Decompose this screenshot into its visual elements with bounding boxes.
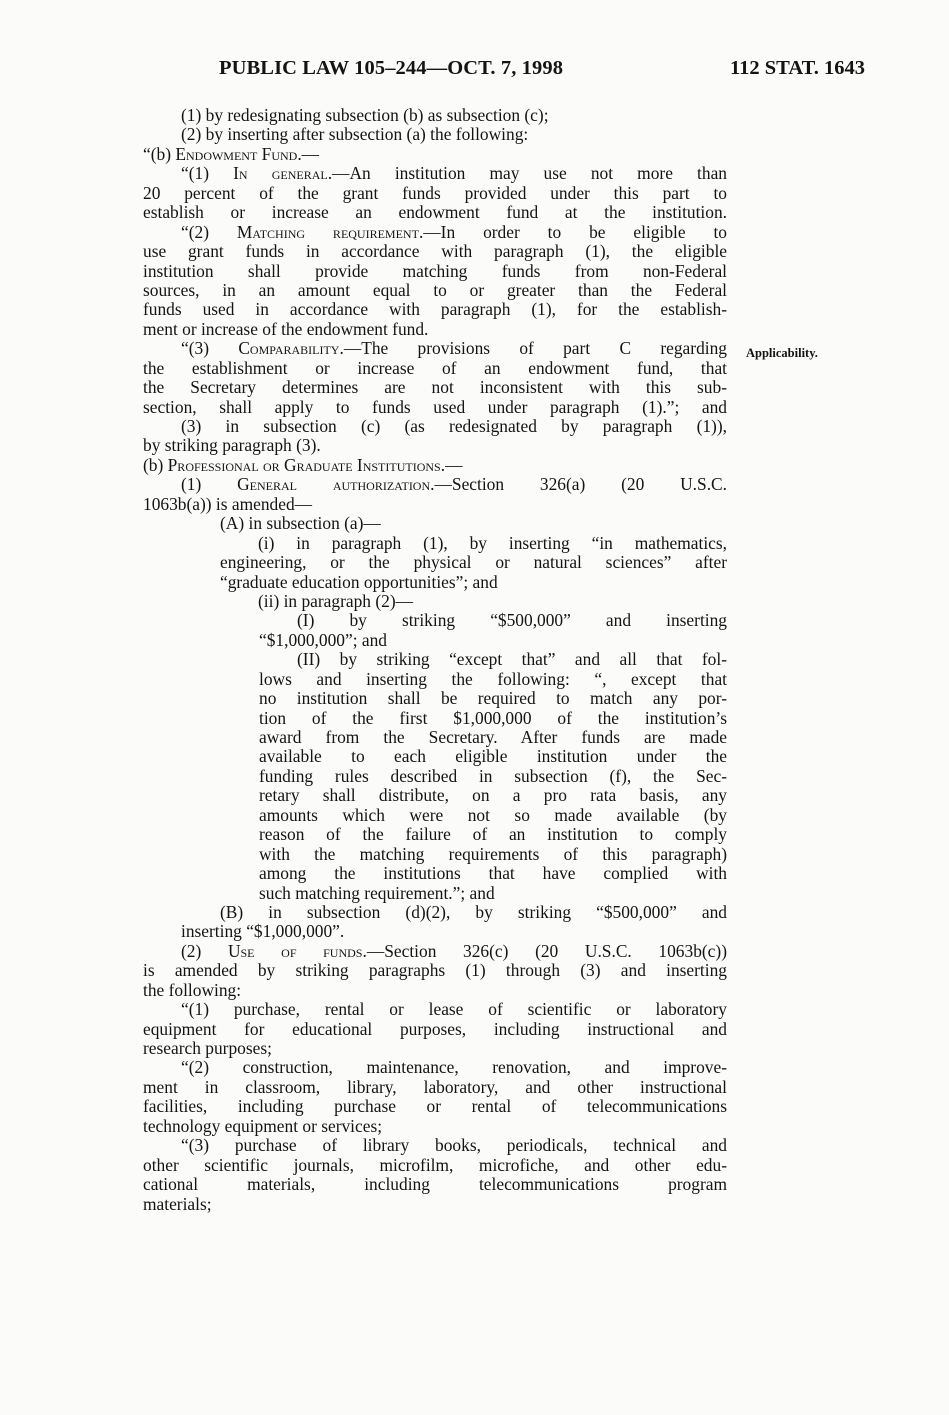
line-text: materials; (143, 1193, 212, 1214)
text-line (143, 164, 727, 183)
line-text-continued: .—Section 326(a) (20 U.S.C. (430, 474, 727, 495)
text-line (259, 650, 727, 669)
line-text: facilities, including purchase or rental of telecommunications (143, 1096, 727, 1117)
text-line (143, 456, 727, 475)
line-text: (2) (181, 940, 228, 961)
line-text-continued: .—The provisions of part C regarding (339, 338, 727, 359)
line-text: (2) by inserting after subsection (a) the following: (181, 124, 529, 145)
line-text: funding rules described in subsection (f), the Sec- (259, 765, 727, 786)
text-line (259, 767, 727, 786)
text-line (143, 981, 727, 1000)
line-text: inserting “$1,000,000”. (181, 921, 345, 942)
text-line (143, 145, 727, 164)
text-line (143, 903, 727, 922)
text-line (259, 728, 727, 747)
line-text: establish or increase an endowment fund at the institution. (143, 202, 727, 223)
line-text: funds used in accordance with paragraph (1), for the establish- (143, 299, 727, 320)
text-line (143, 378, 727, 397)
text-line (259, 825, 727, 844)
text-line (259, 631, 727, 650)
line-text: (ii) in paragraph (2)— (258, 590, 414, 611)
text-line (143, 223, 727, 242)
line-text: tion of the first $1,000,000 of the institution’s (259, 707, 727, 728)
line-text: no institution shall be required to match any por- (259, 688, 727, 709)
text-line (220, 553, 727, 572)
text-line (143, 320, 727, 339)
heading-small-caps: Use of funds (227, 940, 363, 961)
text-line (143, 1136, 727, 1155)
text-line (143, 1039, 727, 1058)
line-text: (b) (143, 454, 168, 475)
statute-body-text (143, 106, 727, 1214)
line-text: equipment for educational purposes, including instructional and (143, 1018, 727, 1039)
line-text: the following: (143, 979, 242, 1000)
line-text: “$1,000,000”; and (259, 629, 387, 650)
line-text-continued: .— (440, 454, 463, 475)
line-text: (3) in subsection (c) (as redesignated by paragraph (1)), (181, 416, 727, 436)
heading-small-caps: Comparability (238, 338, 340, 359)
line-text: institution shall provide matching funds from non-Federal (143, 260, 727, 281)
line-text: “(3) (181, 338, 239, 359)
text-line (143, 1097, 727, 1116)
line-text: section, shall apply to funds used under paragraph (1).”; and (143, 396, 727, 417)
text-line (143, 203, 727, 222)
line-text: ment or increase of the endowment fund. (143, 318, 429, 339)
line-text: with the matching requirements of this paragraph) (259, 843, 727, 864)
running-header-page-number: 112 STAT. 1643 (730, 57, 865, 79)
heading-small-caps: In general (233, 163, 328, 184)
text-line (143, 942, 727, 961)
line-text: technology equipment or services; (143, 1115, 383, 1136)
heading-small-caps: Endowment Fund (175, 143, 298, 164)
text-line (143, 359, 727, 378)
line-text: sources, in an amount equal to or greater than the Federal (143, 279, 727, 300)
line-text: among the institutions that have complied with (259, 863, 727, 884)
text-line (259, 845, 727, 864)
text-line (143, 1117, 727, 1136)
text-line (143, 184, 727, 203)
text-line (143, 475, 727, 494)
line-text: the establishment or increase of an endowment fund, that (143, 357, 727, 378)
text-line (143, 961, 727, 980)
text-line (220, 534, 727, 553)
line-text: reason of the failure of an institution to comply (259, 824, 727, 845)
line-text: available to each eligible institution under the (259, 746, 727, 767)
margin-note-applicability: Applicability. (746, 346, 818, 360)
line-text-continued: .— (297, 143, 320, 164)
heading-small-caps: Professional or Graduate Institutions (167, 454, 441, 475)
line-text: (1) (181, 474, 238, 495)
text-line (143, 1195, 727, 1214)
text-line (143, 417, 727, 436)
heading-small-caps: Matching requirement (236, 221, 419, 242)
text-line (143, 1058, 727, 1077)
running-header-title: PUBLIC LAW 105–244—OCT. 7, 1998 (219, 57, 564, 79)
line-text: by striking paragraph (3). (143, 435, 321, 456)
line-text: ment in classroom, library, laboratory, and other instructional (143, 1076, 727, 1097)
text-line (143, 1020, 727, 1039)
line-text-continued: .—Section 326(c) (20 U.S.C. 1063b(c)) (362, 940, 727, 961)
text-line (143, 1000, 727, 1019)
line-text: (i) in paragraph (1), by inserting “in mathematics, (258, 532, 727, 553)
line-text: (B) in subsection (d)(2), by striking “$500,000” and (220, 901, 727, 922)
line-text: (I) by striking “$500,000” and inserting (297, 610, 727, 631)
text-line (143, 1175, 727, 1194)
text-line (259, 786, 727, 805)
line-text-continued: .—In order to be eligible to (418, 221, 727, 242)
line-text: lows and inserting the following: “, except that (259, 668, 727, 689)
text-line (259, 689, 727, 708)
line-text: (1) by redesignating subsection (b) as subsection (c); (181, 105, 549, 125)
line-text: (A) in subsection (a)— (220, 513, 381, 534)
line-text: engineering, or the physical or natural sciences” after (220, 552, 727, 573)
line-text: “(b) (143, 143, 176, 164)
line-text: retary shall distribute, on a pro rata basis, any (259, 785, 727, 806)
line-text: use grant funds in accordance with paragraph (1), the eligible (143, 241, 727, 262)
text-line (259, 864, 727, 883)
text-line (143, 398, 727, 417)
text-line (143, 436, 727, 455)
text-line (143, 125, 727, 144)
line-text: other scientific journals, microfilm, microfiche, and other edu- (143, 1154, 727, 1175)
line-text: “(1) purchase, rental or lease of scientific or laboratory (181, 999, 727, 1020)
text-line (143, 106, 727, 125)
text-line (143, 495, 727, 514)
text-line (259, 747, 727, 766)
line-text: “graduate education opportunities”; and (220, 571, 498, 592)
line-text: cational materials, including telecommunications program (143, 1174, 727, 1195)
line-text: award from the Secretary. After funds are made (259, 727, 727, 747)
text-line (259, 670, 727, 689)
line-text: “(2) (181, 221, 237, 242)
text-line (143, 922, 727, 941)
line-text-continued: .—An institution may use not more than (327, 163, 727, 184)
heading-small-caps: General authorization (237, 474, 431, 495)
text-line (259, 884, 727, 903)
line-text: amounts which were not so made available (by (259, 804, 727, 825)
text-line (259, 611, 727, 630)
text-line (143, 281, 727, 300)
line-text: research purposes; (143, 1038, 272, 1058)
line-text: (II) by striking “except that” and all that fol- (297, 649, 727, 670)
line-text: the Secretary determines are not inconsistent with this sub- (143, 377, 727, 398)
text-line (143, 1078, 727, 1097)
line-text: “(2) construction, maintenance, renovation, and improve- (181, 1057, 727, 1078)
text-line (143, 262, 727, 281)
text-line (143, 1156, 727, 1175)
line-text: is amended by striking paragraphs (1) through (3) and inserting (143, 960, 727, 981)
line-text: “(3) purchase of library books, periodicals, technical and (181, 1135, 727, 1156)
line-text: such matching requirement.”; and (259, 882, 495, 903)
text-line (259, 806, 727, 825)
line-text: 20 percent of the grant funds provided under this part to (143, 182, 727, 203)
text-line (220, 573, 727, 592)
text-line (259, 709, 727, 728)
text-line (143, 339, 727, 358)
text-line (143, 514, 727, 533)
text-line (143, 242, 727, 261)
text-line (220, 592, 727, 611)
line-text: “(1) (181, 163, 234, 184)
line-text: 1063b(a)) is amended— (143, 493, 313, 514)
text-line (143, 300, 727, 319)
